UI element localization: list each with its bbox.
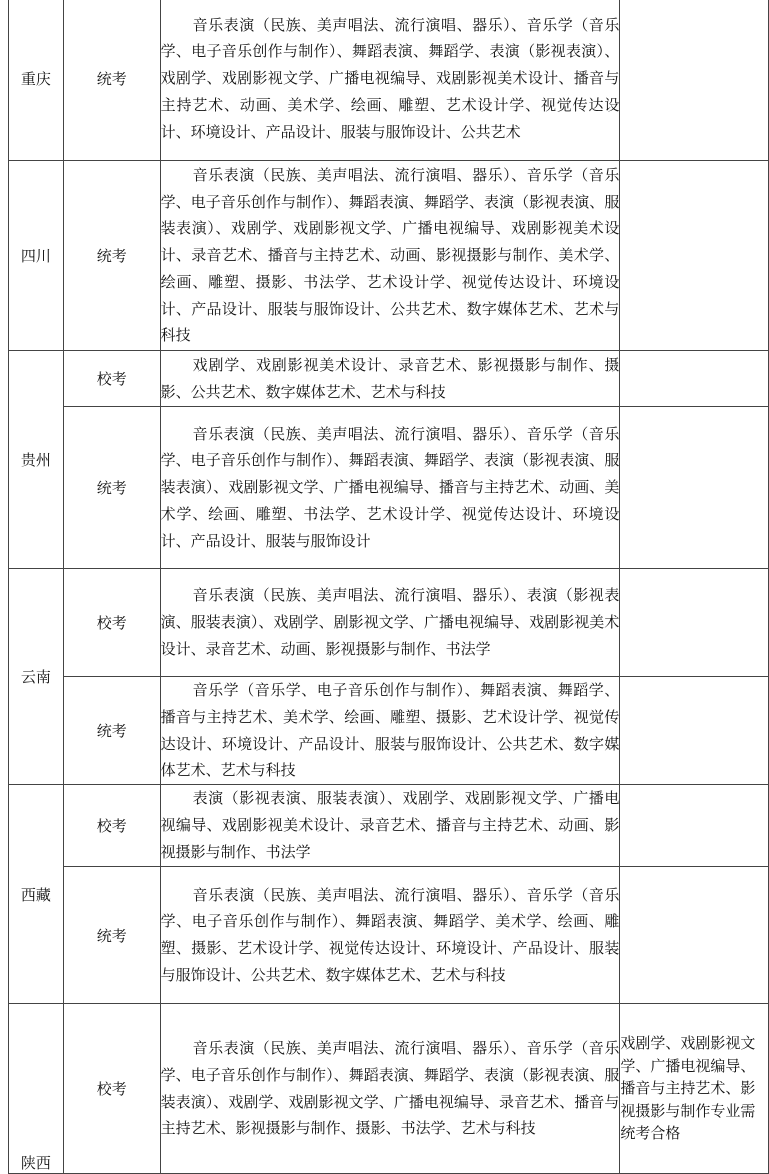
notes-cell	[620, 351, 769, 407]
majors-cell	[160, 0, 620, 161]
majors-text: 音乐学（音乐学、电子音乐创作与制作）、舞蹈表演、舞蹈学、播音与主持艺术、美术学、绘画、雕塑、摄影、艺术设计学、视觉传达设计、环境设计、产品设计、服装与服饰设计、公共艺术、数字媒体艺术、艺术与科技	[160, 681, 620, 780]
majors-cell	[160, 867, 620, 1004]
exam-type-cell: 校考	[63, 1004, 160, 1174]
notes-cell	[620, 161, 769, 351]
notes-cell	[620, 1004, 769, 1174]
exam-type-cell: 校考	[63, 351, 160, 407]
majors-cell	[160, 351, 620, 407]
admissions-table	[8, 0, 769, 1174]
exam-type-cell: 校考	[63, 569, 160, 677]
notes-cell	[620, 407, 769, 569]
majors-cell	[160, 569, 620, 677]
province-cell: 西藏	[9, 785, 64, 1004]
majors-cell	[160, 161, 620, 351]
notes-cell	[620, 785, 769, 867]
majors-text: 音乐表演（民族、美声唱法、流行演唱、器乐）、表演（影视表演、服装表演）、戏剧学、剧影视文学、广播电视编导、戏剧影视美术设计、录音艺术、动画、影视摄影与制作、书法学	[160, 586, 620, 658]
province-cell: 四川	[9, 161, 64, 351]
majors-text: 表演（影视表演、服装表演）、戏剧学、戏剧影视文学、广播电视编导、戏剧影视美术设计、录音艺术、播音与主持艺术、动画、影视摄影与制作、书法学	[160, 789, 620, 862]
majors-text: 音乐表演（民族、美声唱法、流行演唱、器乐）、音乐学（音乐学、电子音乐创作与制作）、舞蹈表演、舞蹈学、表演（影视表演）、戏剧学、戏剧影视文学、广播电视编导、戏剧影视美术设计、播音与主持艺术、动画、美术学、绘画、雕塑、艺术设计学、视觉传达设计、环境设计、产品设计、服装与服饰设计、公共艺术	[160, 15, 620, 141]
table-row	[9, 785, 769, 867]
exam-type-cell: 统考	[63, 161, 160, 351]
exam-type-cell: 统考	[63, 867, 160, 1004]
notes-cell	[620, 867, 769, 1004]
note-text: 戏剧学、戏剧影视文学、广播电视编导、播音与主持艺术、影视摄影与制作专业需统考合格	[620, 1034, 756, 1143]
table-row	[9, 867, 769, 1004]
province-cell: 贵州	[9, 351, 64, 569]
exam-type-cell: 统考	[63, 0, 160, 161]
majors-cell	[160, 407, 620, 569]
table-row	[9, 1004, 769, 1174]
table-row	[9, 161, 769, 351]
table-row	[9, 677, 769, 785]
exam-type-cell: 统考	[63, 677, 160, 785]
table-row	[9, 0, 769, 161]
notes-cell	[620, 677, 769, 785]
majors-text: 音乐表演（民族、美声唱法、流行演唱、器乐）、音乐学（音乐学、电子音乐创作与制作）、舞蹈表演、舞蹈学、表演（影视表演、服装表演）、戏剧学、戏剧影视文学、广播电视编导、戏剧影视美术设计、录音艺术、播音与主持艺术、动画、影视摄影与制作、美术学、绘画、雕塑、摄影、书法学、艺术设计学、视觉传达设计、环境设计、产品设计、服装与服饰设计、公共艺术、数字媒体艺术、艺术与科技	[160, 165, 620, 345]
majors-text: 戏剧学、戏剧影视美术设计、录音艺术、影视摄影与制作、摄影、公共艺术、数字媒体艺术、艺术与科技	[160, 355, 620, 401]
exam-type-cell: 统考	[63, 407, 160, 569]
table-row	[9, 407, 769, 569]
majors-cell	[160, 785, 620, 867]
province-cell: 云南	[9, 569, 64, 785]
majors-cell	[160, 1004, 620, 1174]
majors-text: 音乐表演（民族、美声唱法、流行演唱、器乐）、音乐学（音乐学、电子音乐创作与制作）、舞蹈表演、舞蹈学、表演（影视表演、服装表演）、戏剧学、戏剧影视文学、广播电视编导、录音艺术、播音与主持艺术、影视摄影与制作、摄影、书法学、艺术与科技	[160, 1039, 620, 1138]
majors-text: 音乐表演（民族、美声唱法、流行演唱、器乐）、音乐学（音乐学、电子音乐创作与制作）、舞蹈表演、舞蹈学、表演（影视表演、服装表演）、戏剧影视文学、广播电视编导、播音与主持艺术、动画、美术学、绘画、雕塑、书法学、艺术设计学、视觉传达设计、环境设计、产品设计、服装与服饰设计	[160, 424, 620, 550]
majors-cell	[160, 677, 620, 785]
exam-type-cell: 校考	[63, 785, 160, 867]
province-cell: 重庆	[9, 0, 64, 161]
notes-cell	[620, 0, 769, 161]
table-row	[9, 569, 769, 677]
province-cell: 陕西	[9, 1004, 64, 1174]
majors-text: 音乐表演（民族、美声唱法、流行演唱、器乐）、音乐学（音乐学、电子音乐创作与制作）、舞蹈表演、舞蹈学、美术学、绘画、雕塑、摄影、艺术设计学、视觉传达设计、环境设计、产品设计、服装与服饰设计、公共艺术、数字媒体艺术、艺术与科技	[160, 885, 620, 984]
table-row	[9, 351, 769, 407]
notes-cell	[620, 569, 769, 677]
